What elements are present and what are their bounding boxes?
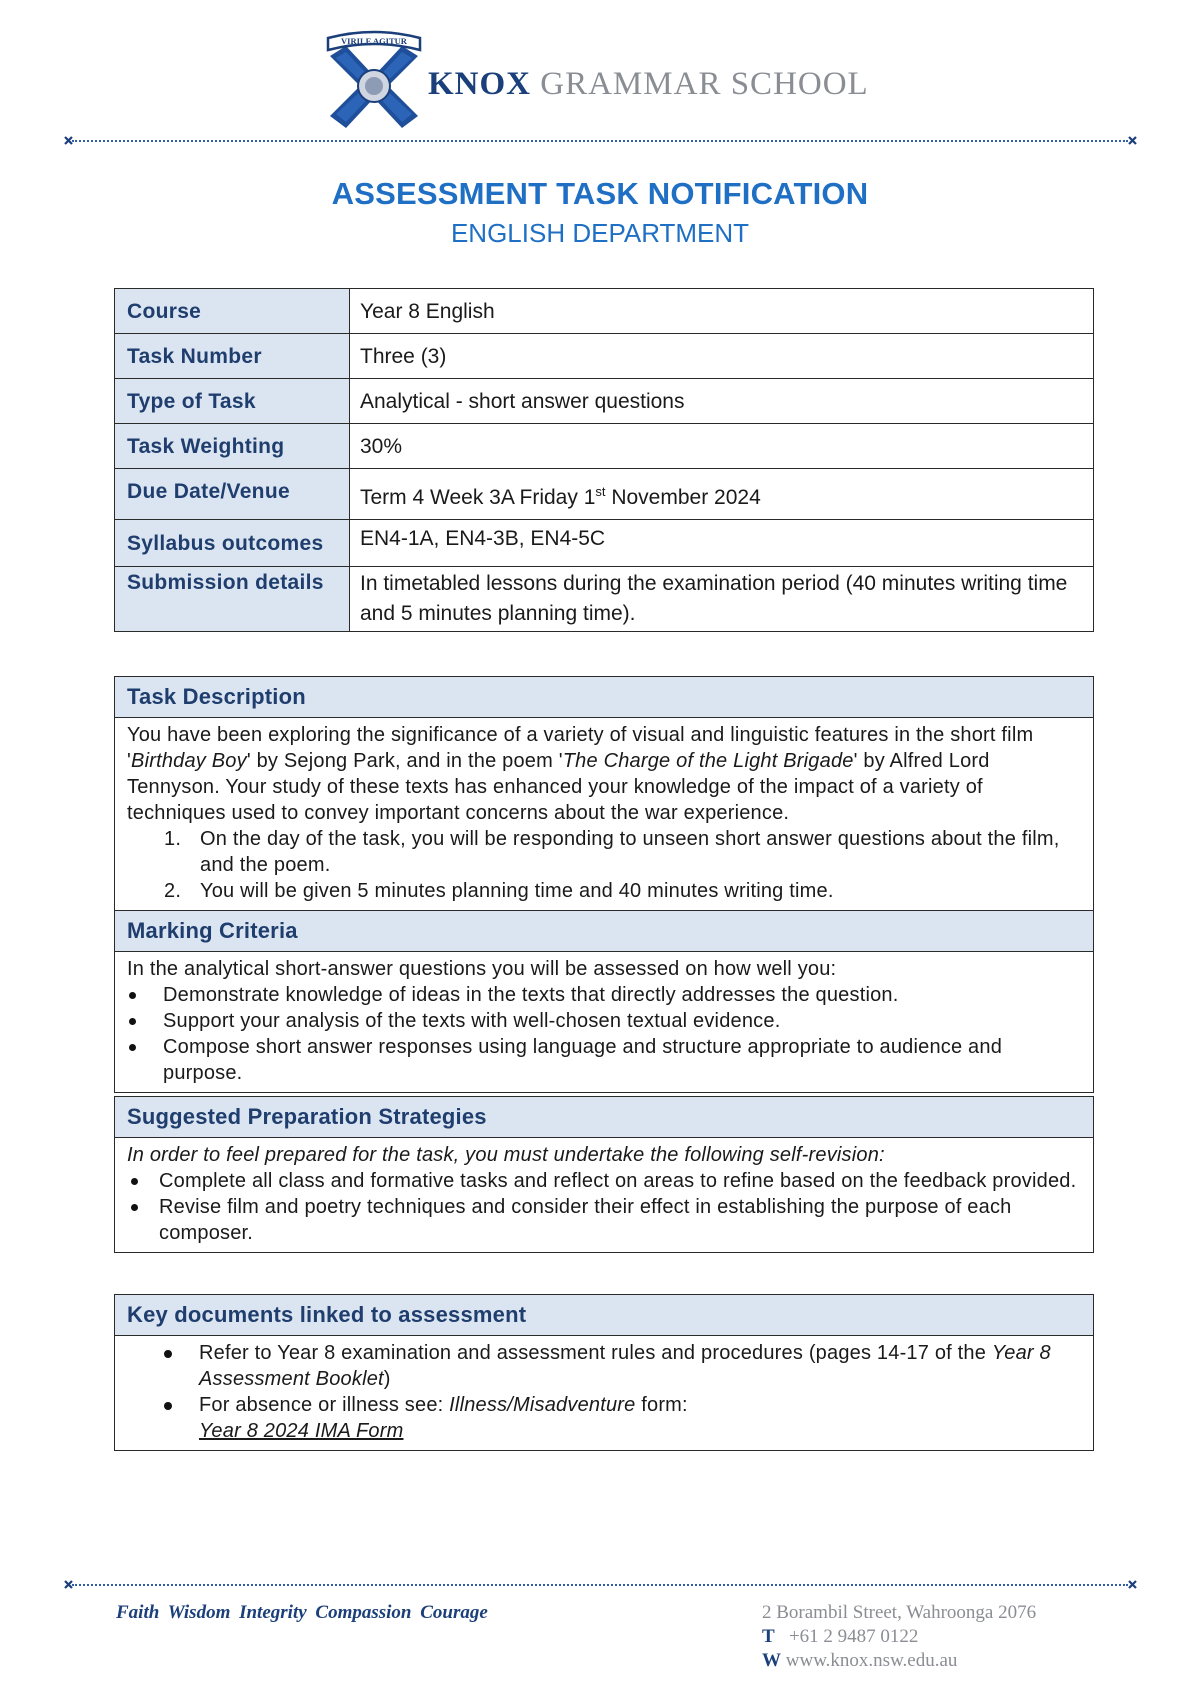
due-date-value: Term 4 Week 3A Friday 1st November 2024 xyxy=(350,469,1094,520)
row-label: Submission details xyxy=(115,567,350,632)
task-intro: You have been exploring the significance of a variety of visual and linguistic features in the short film 'Birthday Boy' by Sejong Park, and in the poem 'The Charge of the Light Brigade' by Alfred Lord Tennyson. Your study of these texts has enhanced your knowledge of the impact of a variety of techniques used to convey important concerns about the war experience. xyxy=(127,724,1034,824)
section-heading: Marking Criteria xyxy=(115,910,1093,952)
list-item: Support your analysis of the texts with well-chosen textual evidence. xyxy=(127,1008,1083,1034)
list-item: Complete all class and formative tasks and reflect on areas to refine based on the feedback provided. xyxy=(127,1168,1083,1194)
school-website[interactable]: W www.knox.nsw.edu.au xyxy=(762,1650,958,1671)
section-body xyxy=(115,1138,1093,1252)
divider-cap-icon xyxy=(64,136,72,144)
school-crest-logo xyxy=(324,24,424,134)
key-documents-list xyxy=(127,1340,1083,1444)
list-item: Demonstrate knowledge of ideas in the texts that directly addresses the question. xyxy=(127,982,1083,1008)
row-label: Syllabus outcomes xyxy=(115,520,350,567)
row-value: 30% xyxy=(350,424,1094,469)
section-body xyxy=(115,1336,1093,1450)
page-subtitle: ENGLISH DEPARTMENT xyxy=(450,218,750,248)
bullet-icon xyxy=(129,992,136,999)
list-item: 2. You will be given 5 minutes planning time and 40 minutes writing time. xyxy=(164,880,834,902)
crest-banner-text: VIRILE AGITUR xyxy=(341,36,407,46)
list-item: Compose short answer responses using language and structure appropriate to audience and purpose. xyxy=(127,1034,1083,1086)
section-heading: Suggested Preparation Strategies xyxy=(115,1097,1093,1138)
table-row xyxy=(115,567,1094,632)
preparation-section xyxy=(114,1096,1094,1253)
list-item: For absence or illness see: Illness/Misadventure form: Year 8 2024 IMA Form xyxy=(127,1392,1083,1444)
section-heading: Task Description xyxy=(115,677,1093,718)
section-body xyxy=(115,718,1093,910)
row-value: In timetabled lessons during the examination period (40 minutes writing time and 5 minutes planning time). xyxy=(350,567,1094,632)
list-item: 1. On the day of the task, you will be responding to unseen short answer questions about the film, and the poem. xyxy=(164,828,1060,876)
ima-form-link[interactable]: Year 8 2024 IMA Form xyxy=(199,1420,404,1442)
row-value: EN4-1A, EN4-3B, EN4-5C xyxy=(350,520,1094,567)
preparation-list xyxy=(127,1168,1083,1246)
section-body xyxy=(115,952,1093,1092)
table-row xyxy=(115,379,1094,424)
bullet-icon xyxy=(164,1350,172,1358)
task-description-section xyxy=(114,676,1094,1093)
task-steps-list xyxy=(127,826,1083,904)
list-item: Refer to Year 8 examination and assessment rules and procedures (pages 14-17 of the Year 8 Assessment Booklet) xyxy=(127,1340,1083,1392)
divider-cap-icon xyxy=(64,1580,72,1588)
table-row xyxy=(115,334,1094,379)
list-item: Revise film and poetry techniques and consider their effect in establishing the purpose of each composer. xyxy=(127,1194,1083,1246)
bullet-icon xyxy=(131,1204,138,1211)
page-title: ASSESSMENT TASK NOTIFICATION xyxy=(331,176,869,211)
school-phone: T +61 2 9487 0122 xyxy=(762,1626,919,1647)
bottom-divider xyxy=(72,1584,1128,1586)
row-label: Due Date/Venue xyxy=(115,469,350,520)
row-value: Year 8 English xyxy=(350,289,1094,334)
section-heading: Key documents linked to assessment xyxy=(115,1295,1093,1336)
table-row xyxy=(115,469,1094,520)
row-label: Type of Task xyxy=(115,379,350,424)
row-label: Course xyxy=(115,289,350,334)
row-label: Task Number xyxy=(115,334,350,379)
row-value: Analytical - short answer questions xyxy=(350,379,1094,424)
bullet-icon xyxy=(129,1018,136,1025)
criteria-list xyxy=(127,982,1083,1086)
top-divider xyxy=(72,140,1128,142)
table-row xyxy=(115,289,1094,334)
task-details-table xyxy=(114,288,1094,632)
bullet-icon xyxy=(129,1044,136,1051)
row-value: Three (3) xyxy=(350,334,1094,379)
school-name: KNOX GRAMMAR SCHOOL xyxy=(428,66,869,102)
table-row xyxy=(115,520,1094,567)
key-documents-section xyxy=(114,1294,1094,1451)
divider-cap-icon xyxy=(1128,136,1136,144)
row-label: Task Weighting xyxy=(115,424,350,469)
table-row xyxy=(115,424,1094,469)
bullet-icon xyxy=(164,1402,172,1410)
divider-cap-icon xyxy=(1128,1580,1136,1588)
school-address: 2 Borambil Street, Wahroonga 2076 xyxy=(762,1602,1037,1623)
criteria-intro: In the analytical short-answer questions you will be assessed on how well you: xyxy=(127,958,837,980)
school-motto: Faith Wisdom Integrity Compassion Courage xyxy=(116,1602,488,1623)
bullet-icon xyxy=(131,1178,138,1185)
preparation-intro: In order to feel prepared for the task, you must undertake the following self-revision: xyxy=(127,1144,885,1166)
